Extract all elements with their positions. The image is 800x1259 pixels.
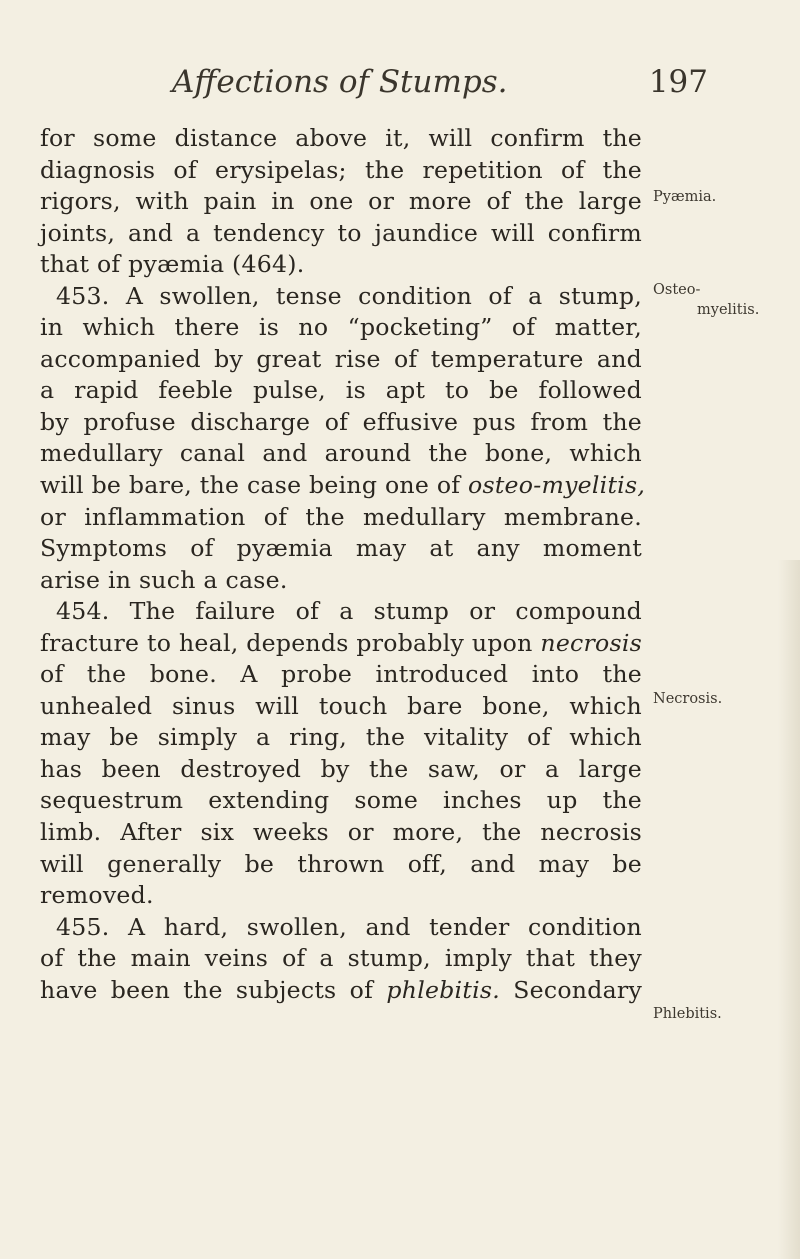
text-line: has been destroyed by the saw, or a large [40, 754, 642, 783]
margin-note-necrosis: Necrosis. [653, 691, 723, 707]
text-line: or inflammation of the medullary membrane. [40, 502, 642, 531]
margin-note-pyaemia: Pyæmia. [653, 189, 717, 205]
text-line: diagnosis of erysipelas; the repetition of the [40, 155, 642, 184]
text-line: joints, and a tendency to jaundice will confirm [40, 218, 642, 247]
margin-note-osteo: Osteo- [653, 282, 701, 298]
text-line-with-italic [40, 470, 646, 502]
text-line: medullary canal and around the bone, which [40, 439, 642, 468]
text-line: Symptoms of pyæmia may at any moment [40, 534, 642, 563]
text-line: of the main veins of a stump, imply that they [40, 944, 642, 973]
text-fragment: have been the subjects of [40, 975, 374, 1004]
paragraph-454-start: 454. The failure of a stump or compound [56, 597, 642, 626]
text-line: sequestrum extending some inches up the [40, 786, 642, 815]
text-line: arise in such a case. [40, 565, 288, 594]
text-line: accompanied by great rise of temperature and [40, 344, 642, 373]
text-line: of the bone. A probe introduced into the [40, 660, 642, 689]
paragraph-455-start: 455. A hard, swollen, and tender condition [56, 912, 642, 941]
body-text [40, 123, 646, 1006]
margin-note-phlebitis: Phlebitis. [653, 1006, 722, 1022]
text-line: will generally be thrown off, and may be [40, 849, 642, 878]
text-line: in which there is no “pocketing” of matter, [40, 313, 642, 342]
text-fragment: Secondary [513, 975, 643, 1004]
text-line: may be simply a ring, the vitality of which [40, 723, 642, 752]
italic-term-osteo-myelitis: osteo-myelitis, [468, 471, 646, 500]
text-line: that of pyæmia (464). [40, 250, 305, 279]
text-line: removed. [40, 881, 154, 910]
text-line: rigors, with pain in one or more of the large [40, 187, 642, 216]
page-edge-shadow [778, 560, 800, 1259]
text-line-with-italic [40, 628, 642, 660]
italic-term-necrosis: necrosis [540, 628, 643, 657]
italic-term-phlebitis: phlebitis. [386, 975, 500, 1004]
text-line: for some distance above it, will confirm the [40, 124, 642, 152]
margin-note-myelitis: myelitis. [697, 302, 760, 318]
text-line: unhealed sinus will touch bare bone, which [40, 691, 642, 720]
text-line-with-italic [40, 975, 642, 1007]
text-line: limb. After six weeks or more, the necrosis [40, 818, 642, 847]
paragraph-453-start: 453. A swollen, tense condition of a stump, [56, 281, 642, 310]
text-fragment: will be bare, the case being one of [40, 471, 461, 500]
page-number: 197 [648, 64, 708, 100]
running-title: Affections of Stumps. [172, 64, 508, 100]
text-line: by profuse discharge of effusive pus from the [40, 407, 642, 436]
text-line: a rapid feeble pulse, is apt to be followed [40, 376, 642, 405]
text-fragment: fracture to heal, depends probably upon [40, 628, 533, 657]
